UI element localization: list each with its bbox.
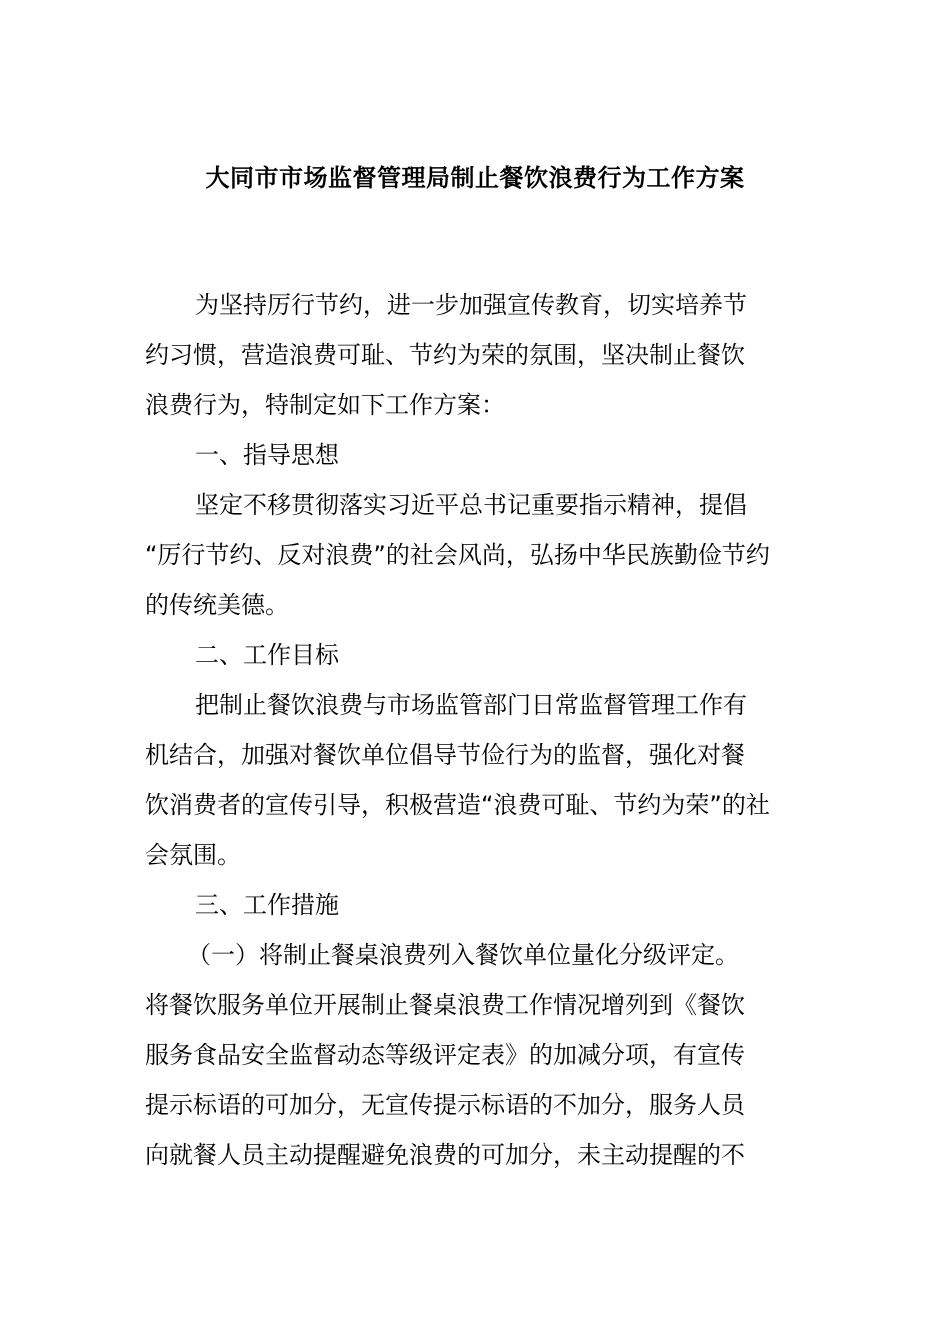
body-line: 约习惯，营造浪费可耻、节约为荣的氛围，坚决制止餐饮 bbox=[145, 341, 745, 369]
body-line: 将餐饮服务单位开展制止餐桌浪费工作情况增列到《餐饮 bbox=[145, 991, 745, 1019]
body-line: 为坚持厉行节约，进一步加强宣传教育，切实培养节 bbox=[195, 291, 747, 319]
body-line: 服务食品安全监督动态等级评定表》的加减分项，有宣传 bbox=[145, 1041, 745, 1069]
body-line: 提示标语的可加分，无宣传提示标语的不加分，服务人员 bbox=[145, 1091, 745, 1119]
body-line: 的传统美德。 bbox=[145, 591, 289, 619]
section-heading: 一、指导思想 bbox=[195, 441, 339, 469]
body-line: 会氛围。 bbox=[145, 841, 241, 869]
section-heading: 三、工作措施 bbox=[195, 891, 339, 919]
body-line: 饮消费者的宣传引导，积极营造“浪费可耻、节约为荣”的社 bbox=[145, 791, 770, 819]
body-line: 把制止餐饮浪费与市场监管部门日常监督管理工作有 bbox=[195, 691, 747, 719]
document-body bbox=[145, 280, 807, 1180]
subsection-heading: （一）将制止餐桌浪费列入餐饮单位量化分级评定。 bbox=[187, 941, 739, 969]
body-line: 机结合，加强对餐饮单位倡导节俭行为的监督，强化对餐 bbox=[145, 741, 745, 769]
body-line: 坚定不移贯彻落实习近平总书记重要指示精神，提倡 bbox=[195, 491, 747, 519]
section-heading: 二、工作目标 bbox=[195, 641, 339, 669]
body-line: 浪费行为，特制定如下工作方案： bbox=[145, 391, 505, 419]
body-line: “厉行节约、反对浪费”的社会风尚，弘扬中华民族勤俭节约 bbox=[145, 541, 770, 569]
document-title: 大同市市场监督管理局制止餐饮浪费行为工作方案 bbox=[205, 164, 745, 192]
body-line: 向就餐人员主动提醒避免浪费的可加分，未主动提醒的不 bbox=[145, 1141, 745, 1169]
